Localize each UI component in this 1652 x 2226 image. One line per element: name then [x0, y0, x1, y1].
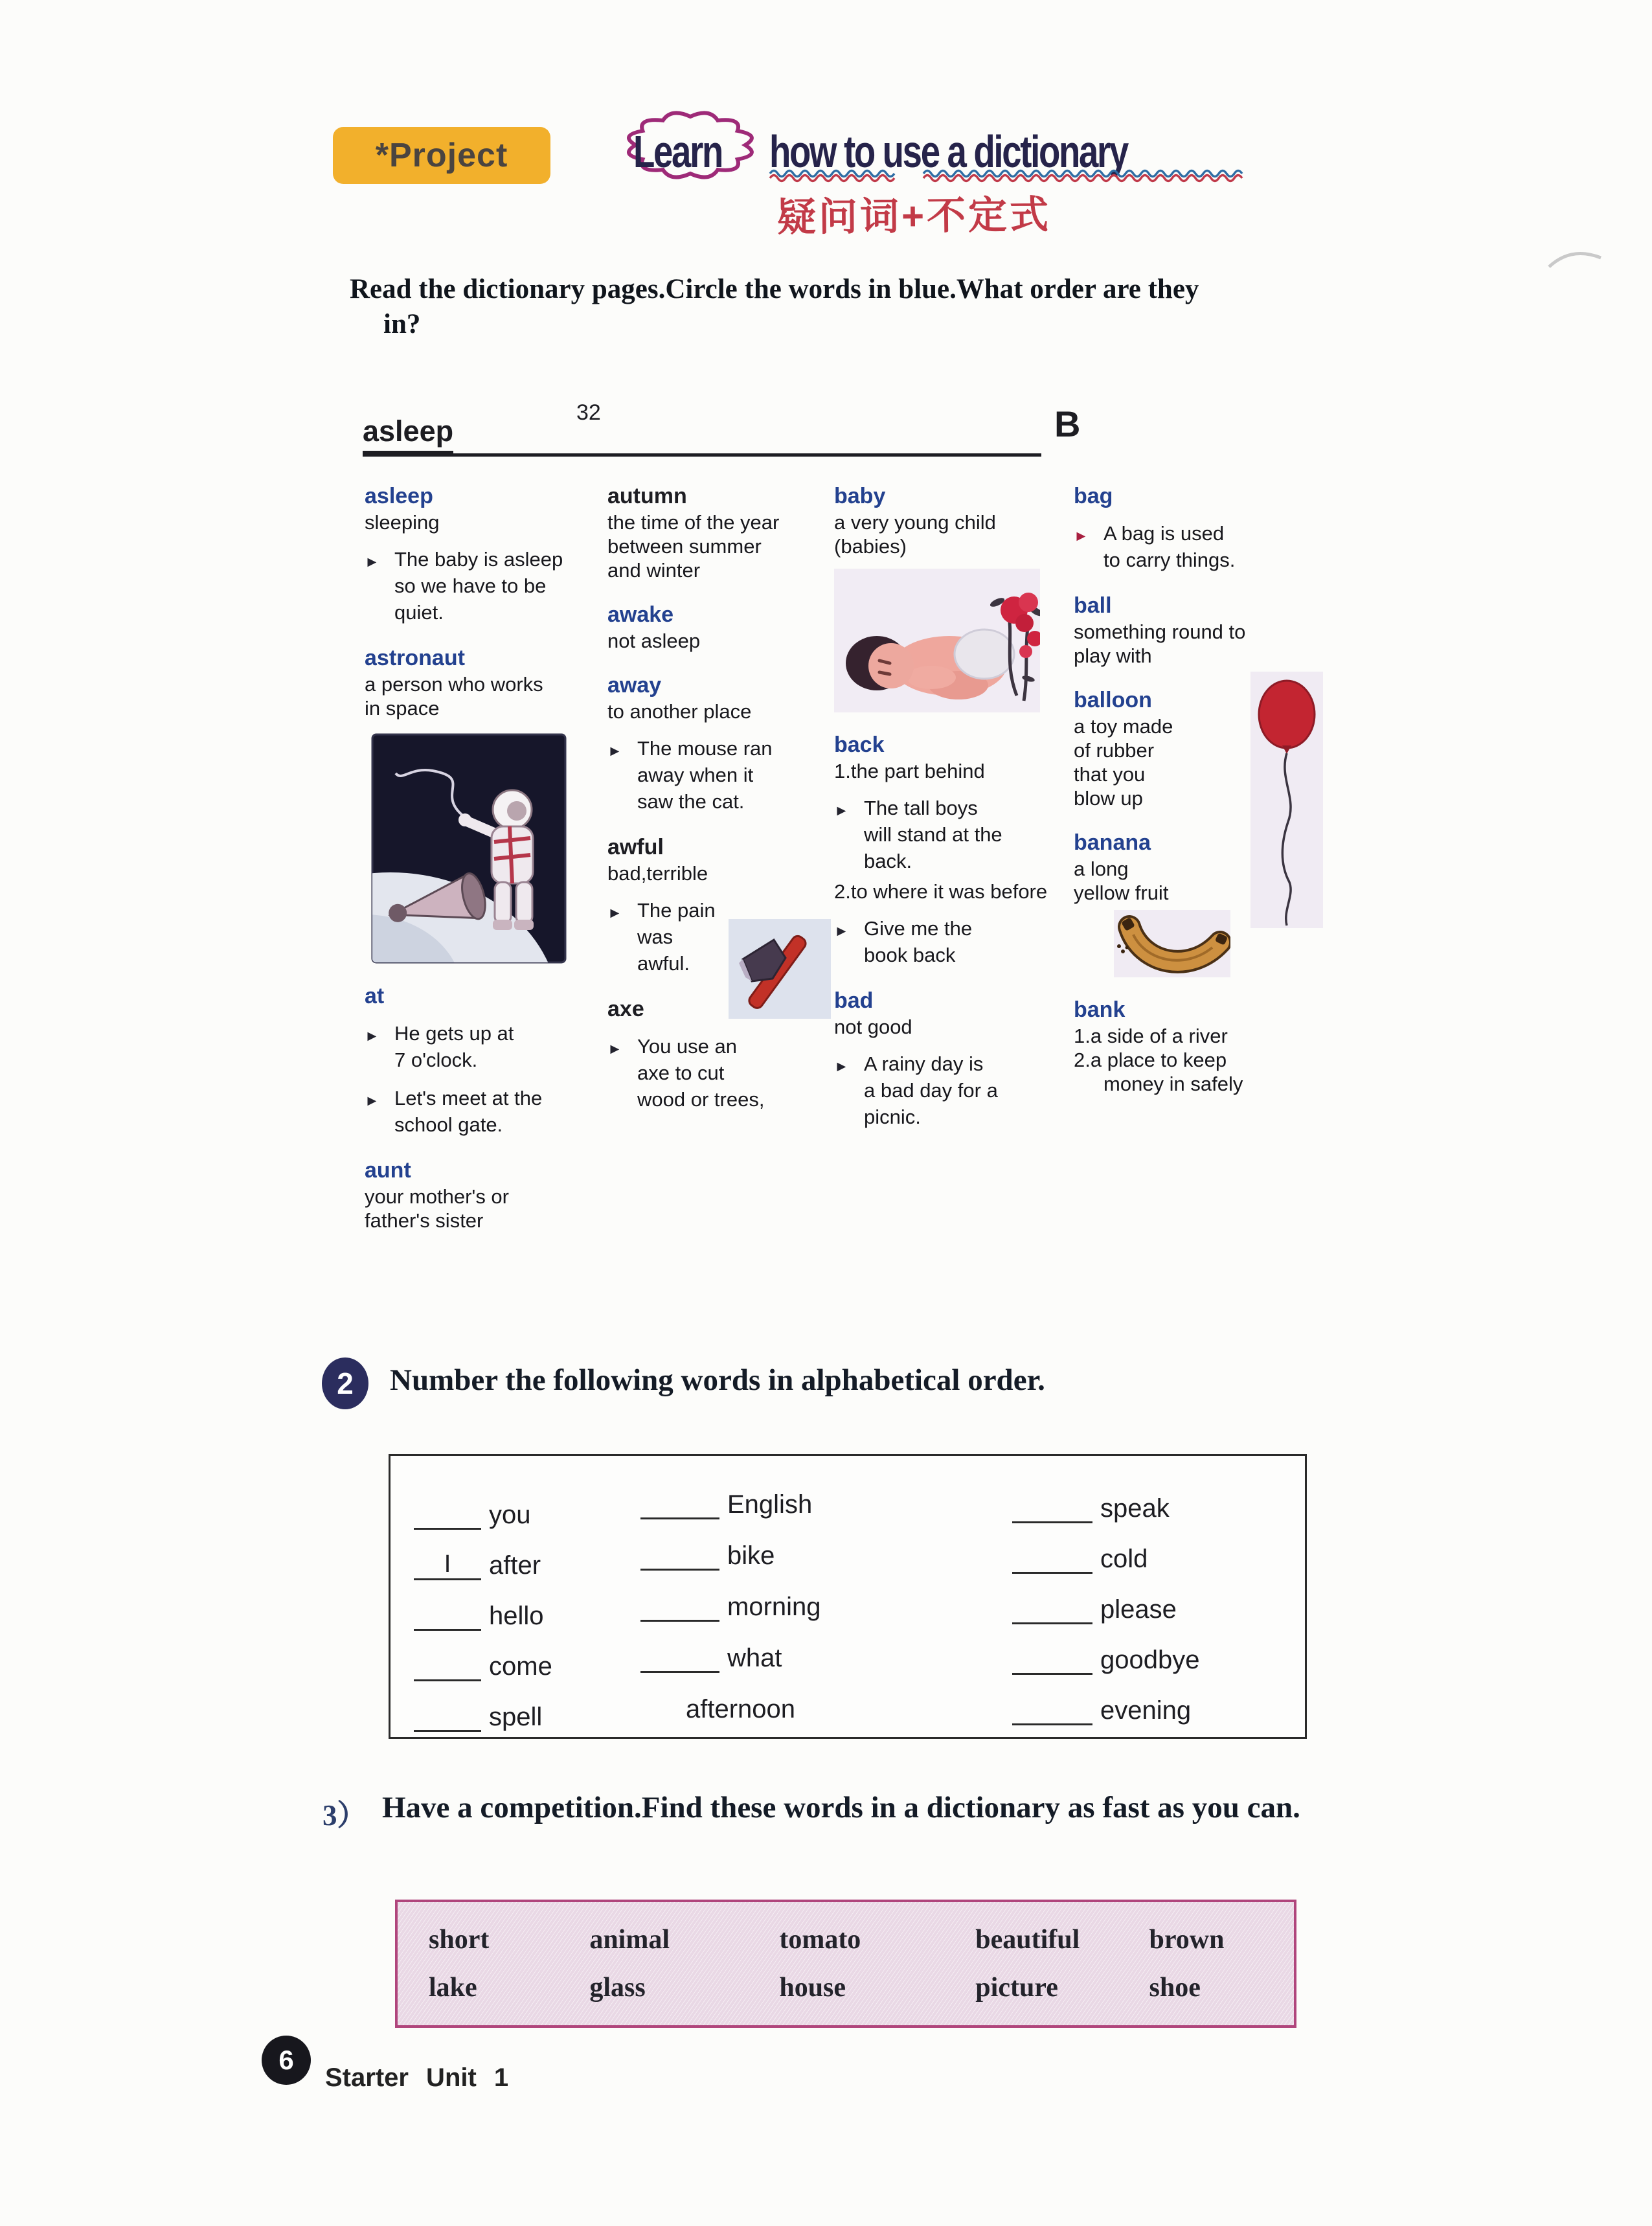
page-number-badge	[262, 2036, 311, 2085]
blank-spacer	[640, 1694, 678, 1724]
dict-headword: ball	[1074, 593, 1112, 618]
written-answer: I	[444, 1550, 451, 1578]
word-item	[414, 1641, 552, 1681]
dict-example	[365, 546, 588, 626]
word-item	[1012, 1685, 1199, 1725]
dict-definition-line: yellow fruit	[1074, 881, 1169, 904]
answer-blank[interactable]	[414, 1652, 481, 1681]
scan-artifact	[1546, 245, 1603, 272]
alphabetical-order-box	[389, 1454, 1307, 1739]
dict-example	[607, 897, 722, 977]
example-bullet-icon: ►	[1074, 527, 1089, 544]
exercise2-number-badge	[322, 1357, 368, 1409]
competition-word: shoe	[1149, 1973, 1201, 2003]
competition-word: animal	[589, 1925, 670, 1955]
competition-word: tomato	[779, 1925, 861, 1955]
dict-definition-line: money in safely	[1103, 1073, 1243, 1095]
competition-word: brown	[1149, 1925, 1225, 1955]
dict-section-letter: B	[1054, 403, 1081, 444]
dict-guide-rule	[363, 453, 1041, 457]
dict-definition-line: sleeping	[365, 511, 440, 534]
example-bullet-icon: ►	[607, 1040, 622, 1057]
dict-example	[1074, 520, 1323, 573]
ex2-column-3	[1012, 1483, 1199, 1725]
answer-blank[interactable]	[1012, 1645, 1092, 1675]
answer-blank[interactable]	[414, 1550, 481, 1580]
word-item	[1012, 1483, 1199, 1523]
example-text: Let's meet at the school gate.	[394, 1087, 543, 1136]
dict-definition-line: father's sister	[365, 1209, 484, 1232]
example-text: The baby is asleep so we have to be quiet.	[394, 548, 563, 624]
example-text: Give me the book back	[864, 917, 973, 966]
dict-definition-line: bad,terrible	[607, 862, 708, 885]
word-label: you	[489, 1501, 531, 1529]
dict-definition-line: something round to	[1074, 620, 1246, 643]
word-item	[1012, 1584, 1199, 1624]
example-bullet-icon: ►	[834, 922, 849, 939]
dict-definition-line: between summer	[607, 535, 762, 558]
project-badge	[333, 127, 550, 184]
exercise3-heading: Have a competition.Find these words in a dictionary as fast as you can.	[382, 1791, 1300, 1824]
example-text: You use an axe to cut wood or trees,	[637, 1035, 765, 1111]
dict-headword: asleep	[365, 484, 433, 508]
wavy-underline-icon	[769, 167, 900, 184]
competition-word: lake	[429, 1973, 477, 2003]
dict-example	[607, 1033, 831, 1113]
example-text: The pain was awful.	[637, 899, 716, 975]
dict-headword: bank	[1074, 997, 1126, 1022]
word-label: morning	[727, 1593, 821, 1621]
dict-definition-line: not asleep	[607, 630, 701, 652]
competition-word: house	[779, 1973, 846, 2003]
dict-page-number: 32	[576, 400, 601, 425]
ex2-column-1	[414, 1490, 552, 1732]
balloon-image	[1250, 672, 1323, 928]
word-label: please	[1100, 1595, 1177, 1624]
title-rest: how to use a dictionary	[769, 126, 1127, 177]
dict-column-4	[1074, 484, 1323, 1096]
example-text: He gets up at 7 o'clock.	[394, 1022, 514, 1071]
example-text: The mouse ran away when it saw the cat.	[637, 737, 773, 813]
dict-definition-line: a very young child	[834, 511, 996, 534]
dict-sense-line: 2.a place to keep	[1074, 1049, 1227, 1071]
dict-column-1	[365, 484, 588, 1232]
project-label: *Project	[375, 137, 508, 174]
dict-definition-line: the time of the year	[607, 511, 780, 534]
axe-image	[729, 919, 831, 1019]
word-label: hello	[489, 1602, 544, 1630]
page-number: 6	[278, 2045, 294, 2075]
dict-definition-line: and winter	[607, 559, 701, 582]
answer-blank[interactable]	[414, 1702, 481, 1732]
word-item	[640, 1633, 821, 1673]
dict-example	[834, 915, 1067, 968]
dict-headword: back	[834, 733, 885, 757]
dict-definition-line: your mother's or	[365, 1185, 509, 1208]
word-item	[640, 1530, 821, 1571]
example-text: A bag is used to carry things.	[1103, 522, 1236, 571]
dict-definition-line: in space	[365, 697, 440, 720]
dict-definition-line: not good	[834, 1016, 912, 1038]
baby-image	[834, 569, 1040, 712]
handwritten-annotation: 疑问词+不定式	[776, 192, 1052, 240]
exercise3-number: 3）	[322, 1799, 367, 1832]
dict-headword: bag	[1074, 484, 1113, 508]
dict-definition-line: (babies)	[834, 535, 907, 558]
answer-blank[interactable]	[414, 1601, 481, 1631]
dict-headword: banana	[1074, 830, 1151, 855]
dict-definition-line: blow up	[1074, 787, 1143, 810]
example-text: The tall boys will stand at the back.	[864, 797, 1002, 872]
dict-headword: awake	[607, 602, 674, 627]
dict-headword: aunt	[365, 1158, 411, 1183]
exercise2-heading: Number the following words in alphabetical order.	[390, 1363, 1045, 1397]
answer-blank[interactable]	[640, 1643, 719, 1673]
exercise2-number: 2	[337, 1367, 354, 1400]
example-bullet-icon: ►	[607, 742, 622, 759]
dict-headword: awful	[607, 835, 664, 859]
dict-headword: balloon	[1074, 688, 1152, 712]
word-label: goodbye	[1100, 1646, 1200, 1674]
dict-headword: at	[365, 984, 385, 1008]
dict-example	[365, 1085, 588, 1138]
dict-headword: axe	[607, 997, 644, 1021]
ex2-column-2	[640, 1479, 821, 1724]
dict-definition-line: a person who works	[365, 673, 543, 696]
answer-blank[interactable]	[640, 1541, 719, 1571]
dict-definition-line: to another place	[607, 700, 752, 723]
dict-guide-word: asleep	[363, 415, 453, 455]
word-item	[414, 1490, 552, 1530]
answer-blank[interactable]	[640, 1592, 719, 1622]
dict-headword: baby	[834, 484, 886, 508]
word-item	[1012, 1534, 1199, 1574]
dict-definition-line: of rubber	[1074, 739, 1155, 762]
title-learn: Learn	[633, 126, 722, 177]
word-label: after	[489, 1551, 541, 1580]
dict-column-2	[607, 484, 831, 1118]
example-bullet-icon: ►	[365, 553, 379, 570]
astronaut-image	[371, 733, 567, 964]
word-item	[414, 1591, 552, 1631]
example-bullet-icon: ►	[365, 1027, 379, 1044]
word-label: evening	[1100, 1696, 1192, 1725]
word-item	[414, 1692, 552, 1732]
word-label: afternoon	[686, 1695, 796, 1723]
competition-word: glass	[589, 1973, 646, 2003]
unit-label: Starter Unit 1	[325, 2063, 509, 2092]
word-item	[640, 1582, 821, 1622]
word-item	[1012, 1635, 1199, 1675]
dict-example	[607, 735, 831, 815]
example-bullet-icon: ►	[834, 1058, 849, 1074]
banana-image	[1114, 910, 1230, 977]
word-item	[414, 1540, 552, 1580]
dict-headword: away	[607, 673, 662, 698]
dict-sense-line: 1.the part behind	[834, 760, 985, 782]
word-item	[640, 1479, 821, 1519]
answer-blank[interactable]	[640, 1490, 719, 1519]
dict-sense-line: 2.to where it was before	[834, 880, 1048, 903]
dict-headword: astronaut	[365, 646, 465, 670]
answer-blank[interactable]	[1012, 1595, 1092, 1624]
answer-blank[interactable]	[1012, 1696, 1092, 1725]
example-bullet-icon: ►	[365, 1092, 379, 1109]
dict-headword: bad	[834, 988, 874, 1013]
dict-headword: autumn	[607, 484, 687, 508]
dict-example	[834, 1051, 1067, 1130]
dict-column-3	[834, 484, 1067, 1135]
dict-sense-line: 1.a side of a river	[1074, 1025, 1228, 1047]
word-label: spell	[489, 1703, 543, 1731]
dict-definition-line: that you	[1074, 763, 1146, 786]
dict-definition-line: play with	[1074, 644, 1152, 667]
word-item	[640, 1684, 821, 1724]
word-label: speak	[1100, 1494, 1170, 1523]
competition-word: short	[429, 1925, 490, 1955]
answer-blank[interactable]	[1012, 1493, 1092, 1523]
competition-word: picture	[975, 1973, 1058, 2003]
competition-word-table	[395, 1900, 1296, 2028]
wavy-underline-icon	[922, 167, 1243, 184]
competition-word: beautiful	[975, 1925, 1080, 1955]
instruction-line1: Read the dictionary pages.Circle the words in blue.What order are they	[350, 274, 1199, 304]
word-label: cold	[1100, 1545, 1148, 1573]
example-text: A rainy day is a bad day for a picnic.	[864, 1052, 998, 1128]
word-label: English	[727, 1490, 813, 1519]
exercise1-instruction	[350, 272, 1315, 342]
answer-blank[interactable]	[414, 1500, 481, 1530]
dict-definition-line: a toy made	[1074, 715, 1173, 738]
dict-definition-line: a long	[1074, 857, 1129, 880]
example-bullet-icon: ►	[834, 802, 849, 819]
word-label: what	[727, 1644, 782, 1672]
instruction-line2: in?	[383, 309, 421, 339]
dict-example	[834, 795, 1067, 874]
word-label: bike	[727, 1541, 775, 1570]
answer-blank[interactable]	[1012, 1544, 1092, 1574]
example-bullet-icon: ►	[607, 904, 622, 921]
word-label: come	[489, 1652, 552, 1681]
dict-example	[365, 1020, 588, 1073]
